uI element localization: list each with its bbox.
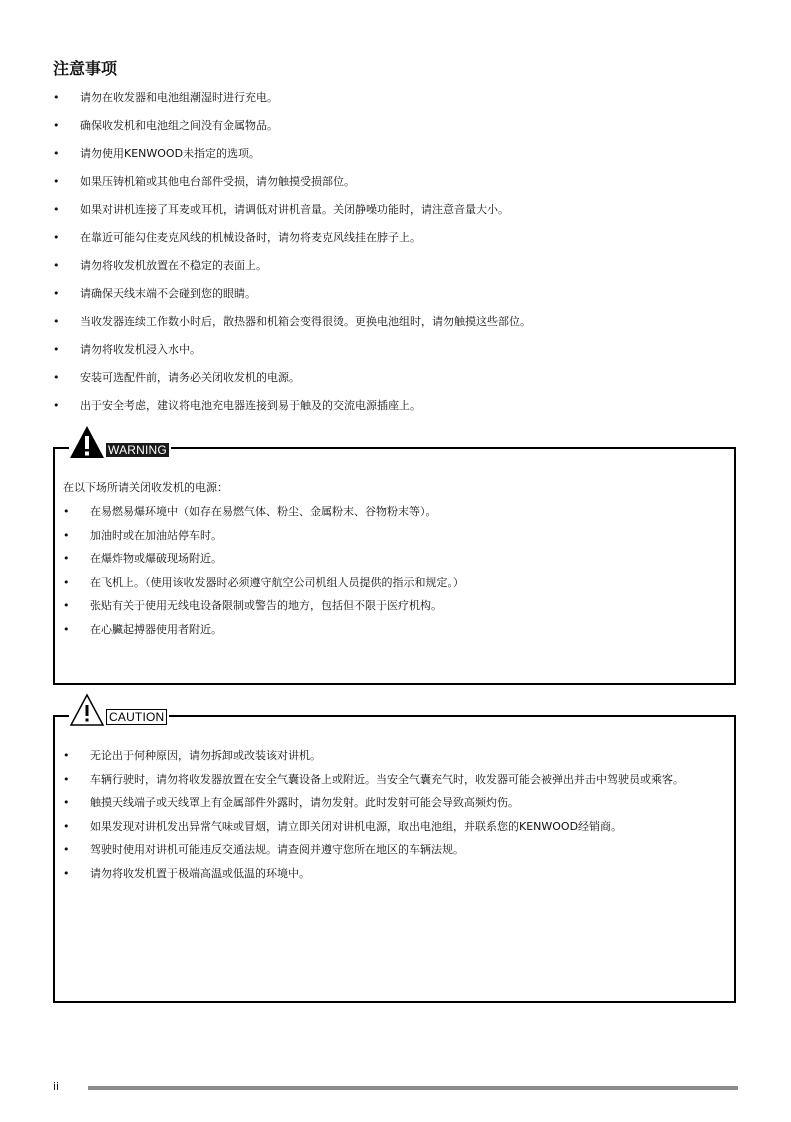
page-number: ii bbox=[53, 1080, 60, 1093]
caution-icon bbox=[69, 693, 105, 727]
caution-list bbox=[63, 744, 713, 885]
warning-label-text: WARNING bbox=[108, 443, 167, 457]
list-item: • 请勿在收发器和电池组潮湿时进行充电。 bbox=[53, 86, 743, 114]
page-title: 注意事项 bbox=[53, 59, 118, 78]
list-item: • 请勿使用KENWOOD未指定的选项。 bbox=[53, 142, 743, 170]
caution-label-text: CAUTION bbox=[106, 709, 167, 725]
list-item: • 如果发现对讲机发出异常气味或冒烟，请立即关闭对讲机电源，取出电池组，并联系您的KENWOOD经销商。 bbox=[63, 815, 713, 839]
list-item: • 加油时或在加油站停车时。 bbox=[63, 524, 713, 548]
list-item: • 在靠近可能勾住麦克风线的机械设备时，请勿将麦克风线挂在脖子上。 bbox=[53, 226, 743, 254]
list-item: • 如果压铸机箱或其他电台部件受损，请勿触摸受损部位。 bbox=[53, 170, 743, 198]
list-item: • 车辆行驶时，请勿将收发器放置在安全气囊设备上或附近。当安全气囊充气时，收发器可能会被弹出并击中驾驶员或乘客。 bbox=[63, 768, 713, 792]
list-item: • 请确保天线末端不会碰到您的眼睛。 bbox=[53, 282, 743, 310]
list-item: • 请勿将收发机放置在不稳定的表面上。 bbox=[53, 254, 743, 282]
list-item: • 触摸天线端子或天线罩上有金属部件外露时，请勿发射。此时发射可能会导致高频灼伤。 bbox=[63, 791, 713, 815]
warning-icon bbox=[69, 425, 105, 459]
caution-box bbox=[53, 710, 736, 1003]
list-item: • 如果对讲机连接了耳麦或耳机，请调低对讲机音量。关闭静噪功能时，请注意音量大小。 bbox=[53, 198, 743, 226]
list-item: • 在心臟起搏器使用者附近。 bbox=[63, 618, 713, 642]
warning-label bbox=[69, 429, 171, 459]
footer-rule bbox=[88, 1086, 738, 1090]
list-item: • 无论出于何种原因，请勿拆卸或改装该对讲机。 bbox=[63, 744, 713, 768]
list-item: • 确保收发机和电池组之间没有金属物品。 bbox=[53, 114, 743, 142]
list-item: • 请勿将收发机置于极端高温或低温的环境中。 bbox=[63, 862, 713, 886]
list-item: • 在爆炸物或爆破现场附近。 bbox=[63, 547, 713, 571]
list-item: • 出于安全考虑，建议将电池充电器连接到易于触及的交流电源插座上。 bbox=[53, 394, 743, 422]
list-item: • 张贴有关于使用无线电设备限制或警告的地方，包括但不限于医疗机构。 bbox=[63, 594, 713, 618]
precautions-list bbox=[53, 86, 743, 422]
list-item: • 当收发器连续工作数小时后，散热器和机箱会变得很烫。更换电池组时，请勿触摸这些部位。 bbox=[53, 310, 743, 338]
caution-label bbox=[69, 697, 169, 727]
list-item: • 请勿将收发机浸入水中。 bbox=[53, 338, 743, 366]
list-item: • 驾驶时使用对讲机可能违反交通法规。请查阅并遵守您所在地区的车辆法规。 bbox=[63, 838, 713, 862]
warning-list bbox=[63, 500, 713, 641]
warning-intro: 在以下场所请关闭收发机的电源： bbox=[63, 481, 228, 494]
list-item: • 在飞机上。（使用该收发器时必须遵守航空公司机组人员提供的指示和规定。） bbox=[63, 571, 713, 595]
list-item: • 在易燃易爆环境中（如存在易燃气体、粉尘、金属粉末、谷物粉末等）。 bbox=[63, 500, 713, 524]
list-item: • 安装可选配件前，请务必关闭收发机的电源。 bbox=[53, 366, 743, 394]
warning-box bbox=[53, 443, 736, 685]
